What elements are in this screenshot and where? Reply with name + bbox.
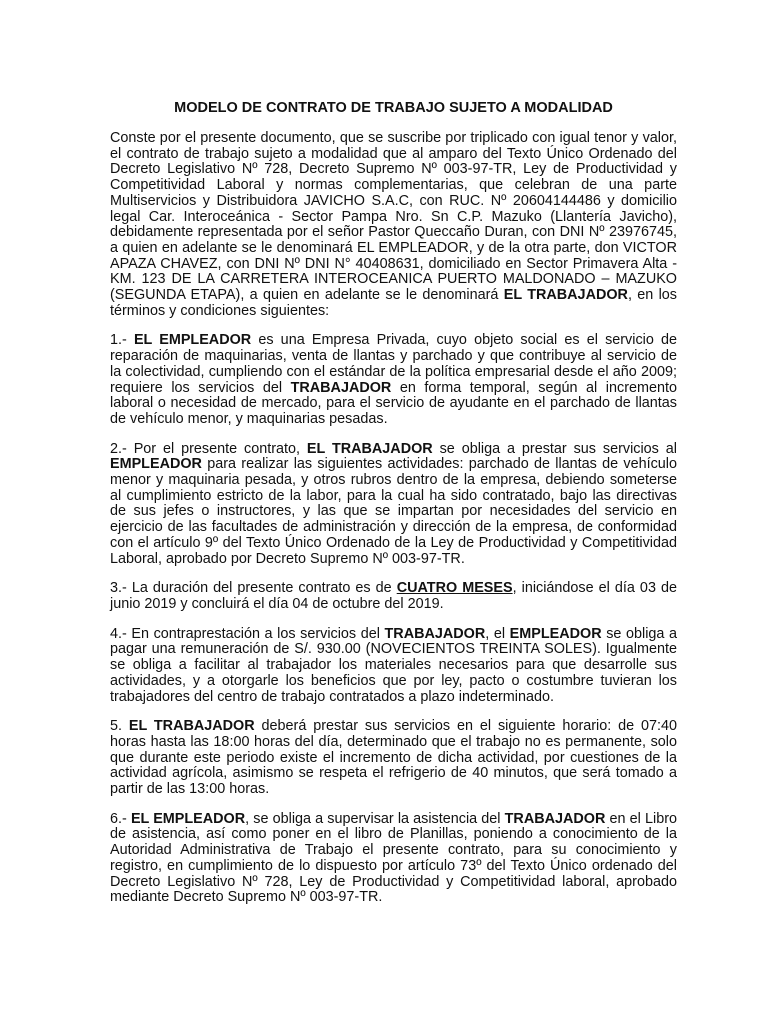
clause-6-paragraph [110,812,677,906]
clause-2-text-2: se obliga a prestar sus servicios al [432,440,677,457]
document-page [110,99,677,920]
document-title: MODELO DE CONTRATO DE TRABAJO SUJETO A MODALIDAD [174,100,613,116]
clause-2-bold-trabajador: EL TRABAJADOR [306,440,433,457]
clause-3-text-1: 3.- La duración del presente contrato es de [110,580,397,597]
clause-1-text-3: en forma temporal, según al incremento laboral o necesidad de mercado, para el servicio de ayudante en el parchado de llantas de vehículo menor, y maquinarias pesadas. [110,379,677,427]
clause-5-text-2: deberá prestar sus servicios en el siguiente horario: de 07:40 horas hasta las 18:00 horas del día, determinado que el trabajo no es permanente, solo que durante este periodo existe el incremento de dicha actividad, por cuestiones de la actividad agrícola, asimismo se respeta el refrigerio de 40 minutos, que será tomado a partir de las 13:00 horas. [110,718,678,798]
intro-text-1: Conste por el presente documento, que se suscribe por triplicado con igual tenor y valor, el contrato de trabajo sujeto a modalidad que al amparo del Texto Único Ordenado del Decreto Legislativo Nº 728, Decreto Supremo Nº 003-97-TR, Ley de Productividad y Competitividad Laboral y normas complementarias, que celebran de una parte Multiservicios y Distribuidora JAVICHO S.A.C, con RUC. Nº 20604144486 y domicilio legal Car. Interoceánica - Sector Pampa Nro. Sn C.P. Mazuko (Llantería Javicho), debidamente representada por el señor Pastor Queccaño Duran, con DNI Nº 23976745, a quien en adelante se le denominará EL EMPLEADOR, y de la otra parte, don VICTOR APAZA CHAVEZ, con DNI Nº DNI N° 40408631, domiciliado en Sector Primavera Alta - KM. 123 DE LA CARRETERA INTEROCEANICA PUERTO MALDONADO – MAZUKO (SEGUNDA ETAPA), a quien en adelante se le denominará [110,130,677,304]
clause-6-text-3: en el Libro de asistencia, así como poner en el libro de Planillas, poniendo a conocimiento de la Autoridad Administrativa de Trabajo el presente contrato, para su conocimiento y registro, en cumplimiento de lo dispuesto por artículo 73º del Texto Único ordenado del Decreto Legislativo Nº 728, Ley de Productividad y Competitividad laboral, aprobado mediante Decreto Supremo Nº 003-97-TR. [110,810,678,906]
clause-4-bold-empleador: EMPLEADOR [509,625,602,642]
clause-1-text-2: es una Empresa Privada, cuyo objeto social es el servicio de reparación de maquinarias, venta de llantas y parchado y que contribuye al servicio de la colectividad, cumpliendo con el estándar de la política empresarial desde el año 2009; requiere los servicios del [110,332,678,396]
clause-1-paragraph [110,333,677,427]
clause-1-number: 1.- [110,332,134,349]
clause-4-bold-trabajador: TRABAJADOR [384,625,486,642]
clause-5-number: 5. [110,718,129,735]
clause-3-text-2: , iniciándose el día 03 de junio 2019 y concluirá el día 04 de octubre del 2019. [110,580,677,612]
clause-2-bold-empleador: EMPLEADOR [110,456,202,473]
clause-6-number: 6.- [110,810,131,827]
clause-4-text-2: , el [485,625,510,642]
clause-2-paragraph [110,442,677,568]
clause-3-bold-duration [397,580,513,596]
intro-bold-trabajador: EL TRABAJADOR [503,287,628,304]
clause-4-paragraph [110,627,677,706]
clause-4-text-1: 4.- En contraprestación a los servicios del [110,625,385,642]
clause-3-underlined-duration: CUATRO MESES [396,580,513,597]
clause-6-bold-empleador: EL EMPLEADOR [130,810,246,827]
intro-paragraph [110,131,677,319]
clause-2-text-1: 2.- Por el presente contrato, [110,440,307,457]
clause-1-bold-empleador: EL EMPLEADOR [133,332,252,349]
intro-text-2: , en los términos y condiciones siguientes: [110,287,677,319]
clause-3-paragraph [110,581,677,612]
clause-1-bold-trabajador: TRABAJADOR [290,379,392,396]
clause-5-bold-trabajador: EL TRABAJADOR [128,718,255,735]
clause-2-text-3: para realizar las siguientes actividades: parchado de llantas de vehículo menor y maquinaria pesada, y otros rubros dentro de la empresa, debiendo someterse al cumplimiento estricto de la labor, para la cual ha sido contratado, bajo las directivas de sus jefes o instructores, y las que se impartan por necesidades del servicio en ejercicio de las facultades de administración y dirección de la empresa, de conformidad con el artículo 9º del Texto Único Ordenado de la Ley de Productividad y Competitividad Laboral, aprobado por Decreto Supremo Nº 003-97-TR. [110,456,677,567]
clause-6-bold-trabajador: TRABAJADOR [504,810,606,827]
clause-5-paragraph [110,719,677,798]
clause-6-text-2: , se obliga a supervisar la asistencia del [245,810,505,827]
clause-4-text-3: se obliga a pagar una remuneración de S/. 930.00 (NOVECIENTOS TREINTA SOLES). Igualmente se obliga a facilitar al trabajador los materiales necesarios para que desarrolle sus actividades, y a otorgarle los beneficios que por ley, pacto o costumbre tuvieran los trabajadores del centro de trabajo contratados a plazo indeterminado. [110,625,677,705]
